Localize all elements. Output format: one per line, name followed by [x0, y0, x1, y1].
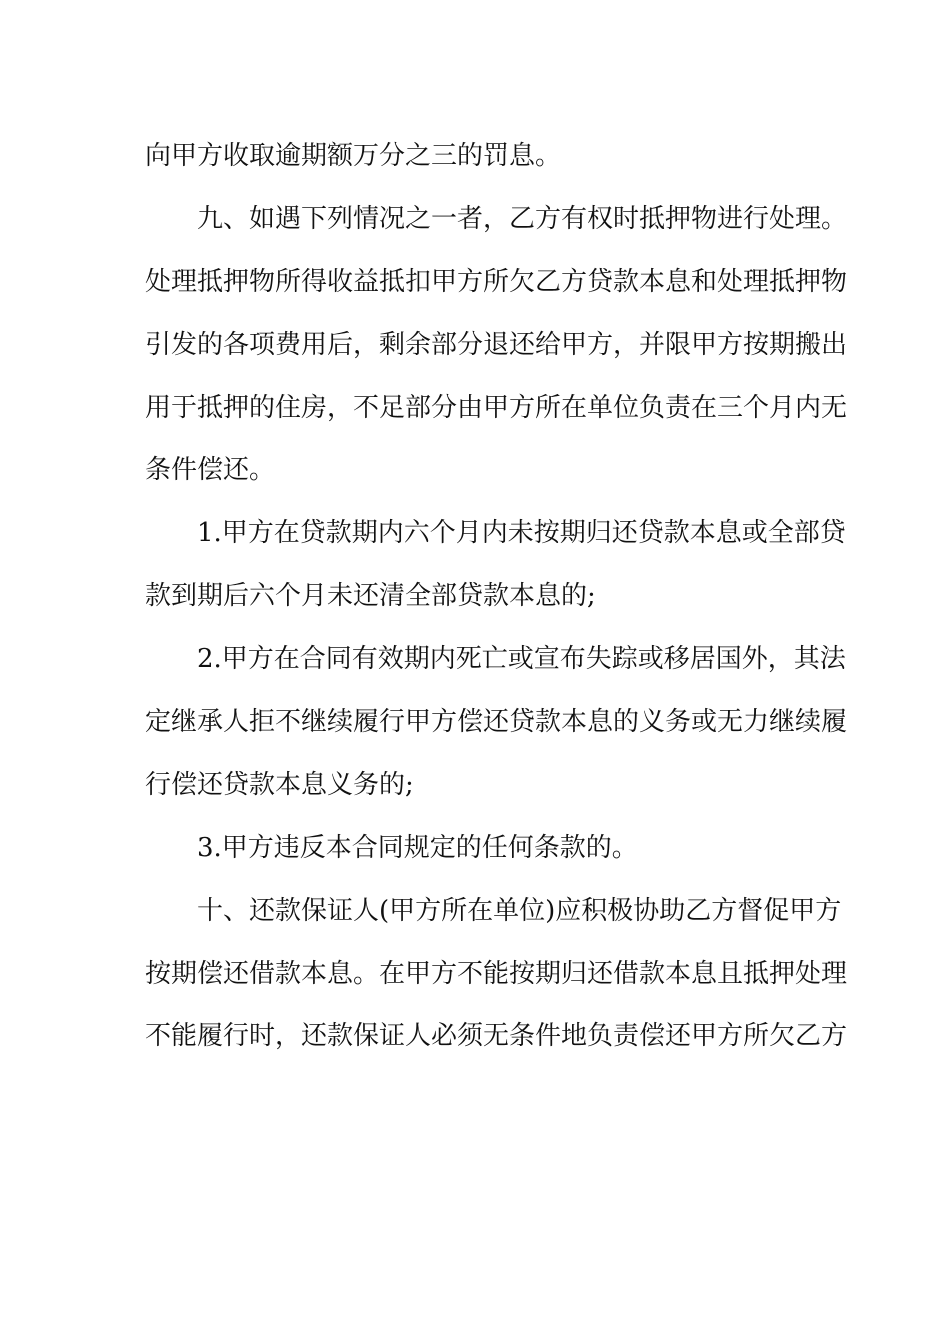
text-line: 行偿还贷款本息义务的; [145, 769, 414, 800]
text-line: 处理抵押物所得收益抵扣甲方所欠乙方贷款本息和处理抵押物 [145, 266, 848, 297]
text-line: 定继承人拒不继续履行甲方偿还贷款本息的义务或无力继续履 [145, 707, 848, 738]
text-line: 条件偿还。 [145, 455, 276, 486]
text-line: 按期偿还借款本息。在甲方不能按期归还借款本息且抵押处理 [145, 958, 848, 989]
body-text [145, 125, 848, 1068]
text-line: 1.甲方在贷款期内六个月内未按期归还贷款本息或全部贷 [197, 518, 846, 549]
text-line: 引发的各项费用后，剩余部分退还给甲方，并限甲方按期搬出 [145, 329, 848, 360]
text-line: 向甲方收取逾期额万分之三的罚息。 [145, 141, 562, 171]
text-line: 2.甲方在合同有效期内死亡或宣布失踪或移居国外，其法 [197, 644, 846, 675]
text-line: 九、如遇下列情况之一者，乙方有权时抵押物进行处理。 [197, 203, 848, 234]
text-line: 不能履行时，还款保证人必须无条件地负责偿还甲方所欠乙方 [145, 1021, 848, 1052]
text-line: 3.甲方违反本合同规定的任何条款的。 [197, 832, 638, 863]
text-line: 用于抵押的住房，不足部分由甲方所在单位负责在三个月内无 [145, 392, 848, 423]
text-line: 十、还款保证人(甲方所在单位)应积极协助乙方督促甲方 [197, 895, 842, 926]
text-line: 款到期后六个月未还清全部贷款本息的; [145, 581, 596, 612]
